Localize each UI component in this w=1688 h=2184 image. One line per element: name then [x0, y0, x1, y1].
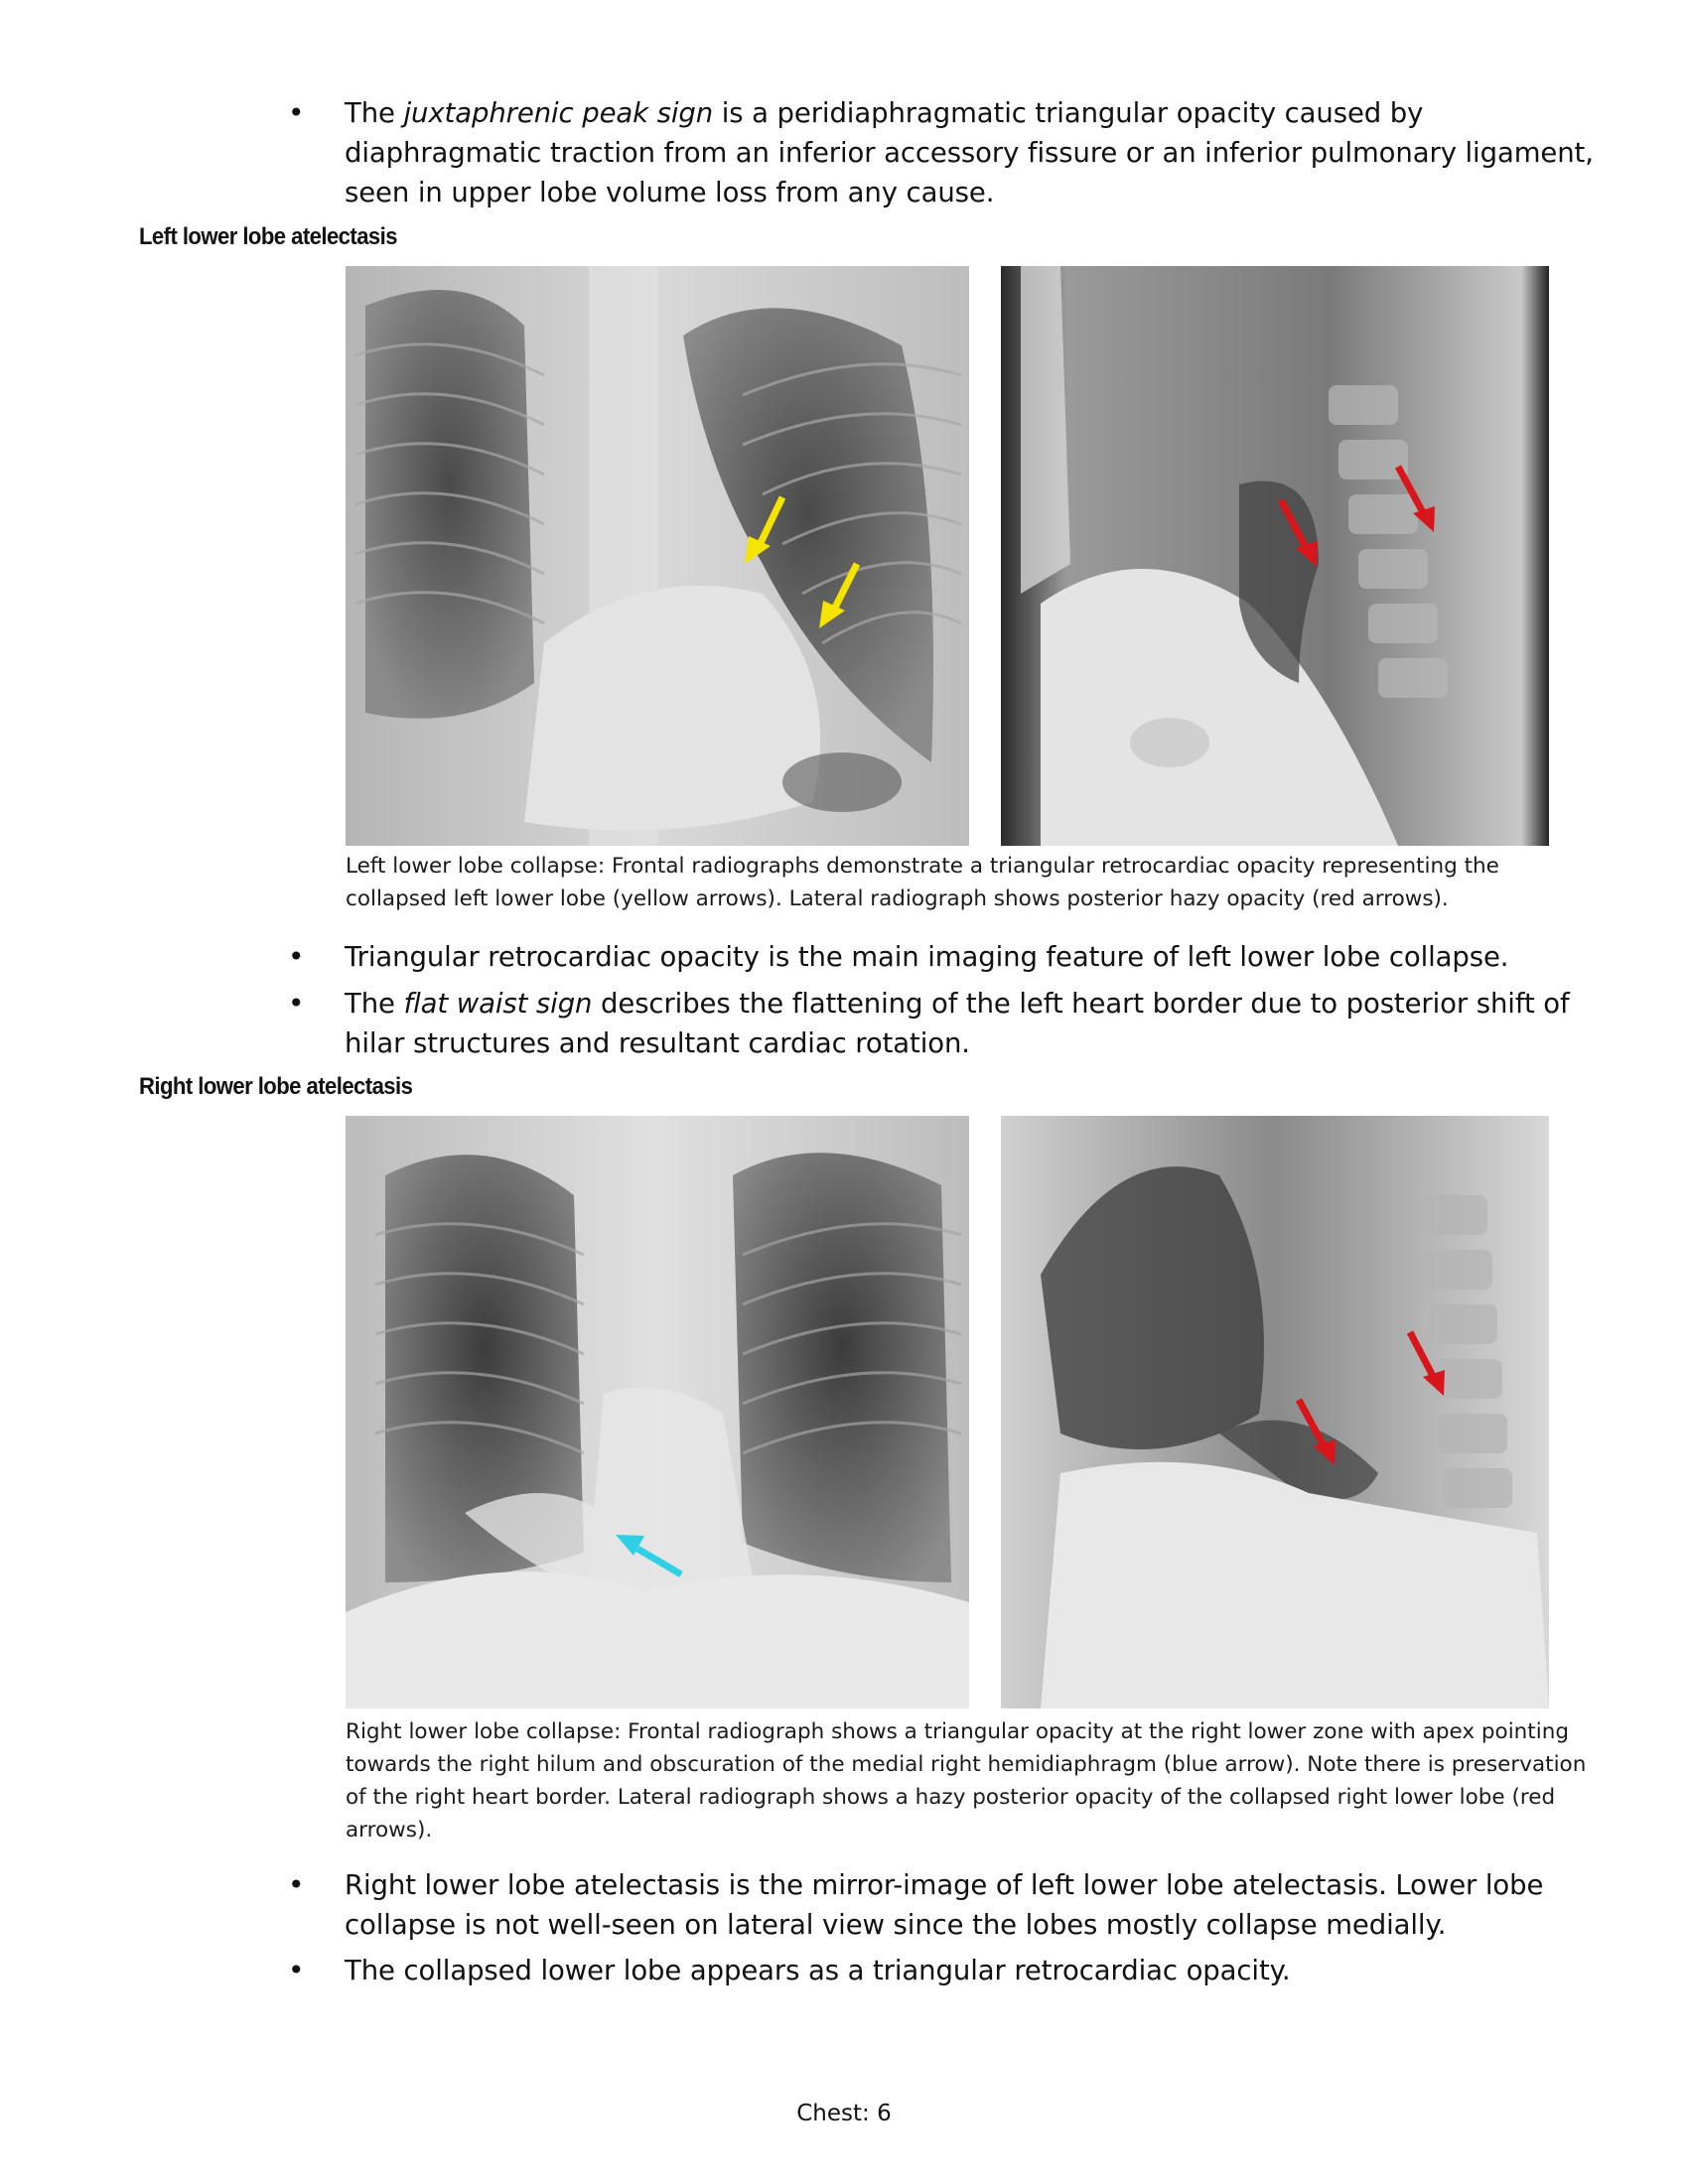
- bullet-rll-1: [288, 1865, 1599, 1945]
- radiograph-lll-frontal: [346, 266, 969, 846]
- bullet-marker: •: [288, 1868, 305, 1901]
- bullet-text-post: is a peridiaphragmatic triangular opacity caused by diaphragmatic traction from an inferior accessory fissure or an inferior pulmonary ligament, seen in upper lobe volume loss from any cause.: [345, 97, 1594, 208]
- radiograph-rll-lateral: [1001, 1116, 1549, 1708]
- bullet-text: The collapsed lower lobe appears as a triangular retrocardiac opacity.: [345, 1955, 1291, 1986]
- bullet-text-post: describes the flattening of the left heart border due to posterior shift of hilar structures and resultant cardiac rotation.: [345, 988, 1570, 1059]
- radiograph-rll-frontal: [346, 1116, 969, 1708]
- bullet-rll-2: [288, 1951, 1599, 1990]
- bullet-juxtaphrenic: [288, 93, 1599, 212]
- bullet-text-pre: The: [345, 97, 404, 129]
- bullet-term: flat waist sign: [403, 988, 593, 1020]
- bullet-marker: •: [288, 96, 305, 129]
- bullet-marker: •: [288, 940, 305, 973]
- radiograph-lll-lateral: [1001, 266, 1549, 846]
- bullet-text-pre: The: [345, 988, 404, 1020]
- bullet-term: juxtaphrenic peak sign: [403, 97, 714, 129]
- bullet-text: Right lower lobe atelectasis is the mirror-image of left lower lobe atelectasis. Lower lobe collapse is not well-seen on lateral view since the lobes mostly collapse medially.: [345, 1869, 1544, 1941]
- section-heading-lll: Left lower lobe atelectasis: [139, 223, 397, 250]
- bullet-lll-1: [288, 937, 1599, 977]
- bullet-text: Triangular retrocardiac opacity is the main imaging feature of left lower lobe collapse.: [345, 941, 1509, 973]
- page-footer: Chest: 6: [796, 2101, 892, 2126]
- figure-caption-lll: Left lower lobe collapse: Frontal radiographs demonstrate a triangular retrocardiac opacity representing the collapsed left lower lobe (yellow arrows). Lateral radiograph shows posterior hazy opacity (red arrows).: [346, 854, 1499, 911]
- section-heading-rll: Right lower lobe atelectasis: [139, 1073, 413, 1100]
- bullet-marker: •: [288, 1954, 305, 1986]
- bullet-marker: •: [288, 987, 305, 1020]
- bullet-lll-2: [288, 984, 1599, 1063]
- figure-caption-rll: Right lower lobe collapse: Frontal radiograph shows a triangular opacity at the right lower zone with apex pointing towards the right hilum and obscuration of the medial right hemidiaphragm (blue arrow). Note there is preservation of the right heart border. Lateral radiograph shows a hazy posterior opacity of the collapsed right lower lobe (red arrows).: [346, 1719, 1587, 1843]
